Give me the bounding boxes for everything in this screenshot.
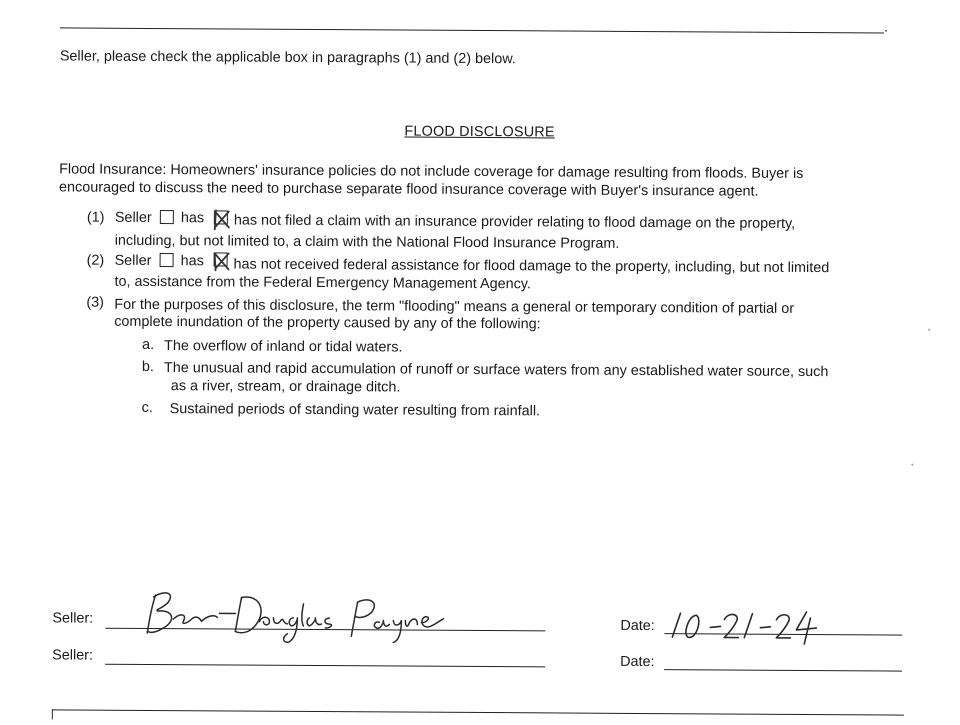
item-2-text-line-2: to, assistance from the Federal Emergency Management Agency. xyxy=(114,273,531,293)
flood-insurance-intro-line-2: encouraged to discuss the need to purchase separate flood insurance coverage with Buyer's insurance agent. xyxy=(58,179,759,200)
bottom-border-left-edge xyxy=(52,709,53,719)
x-mark-icon xyxy=(213,251,231,273)
seller-2-label: Seller: xyxy=(52,647,94,664)
subitem-b-text-line-2: as a river, stream, or drainage ditch. xyxy=(170,378,401,396)
item-1-text-line-2: including, but not limited to, a claim with the National Flood Insurance Program. xyxy=(114,232,620,252)
item-1-has-label: has xyxy=(180,210,205,227)
flood-insurance-intro-line-1: Flood Insurance: Homeowners' insurance policies do not include coverage for damage resulting from floods. Buyer is xyxy=(59,161,804,182)
subitem-c-text: Sustained periods of standing water resulting from rainfall. xyxy=(169,401,541,420)
item-1-has-not-checkbox-checked[interactable] xyxy=(214,210,228,224)
item-2-number: (2) xyxy=(86,252,105,269)
x-mark-icon xyxy=(213,209,231,231)
seller-instruction: Seller, please check the applicable box in paragraphs (1) and (2) below. xyxy=(59,48,516,68)
item-3-text-line-1: For the purposes of this disclosure, the term "flooding" means a general or temporary condition of partial or xyxy=(114,296,795,317)
subitem-b-letter: b. xyxy=(141,358,155,376)
flood-disclosure-heading: FLOOD DISCLOSURE xyxy=(404,123,555,141)
bottom-border-line xyxy=(52,709,904,715)
top-rule-line xyxy=(60,27,884,33)
item-1-number: (1) xyxy=(86,209,105,226)
scan-speck xyxy=(911,464,913,466)
seller-1-handwritten-signature xyxy=(143,583,463,645)
item-2-text-line-1: has not received federal assistance for flood damage to the property, including, but not limited xyxy=(233,256,830,277)
seller-1-label: Seller: xyxy=(52,610,94,627)
subitem-a-text: The overflow of inland or tidal waters. xyxy=(164,338,403,356)
item-1-text-line-1: has not filed a claim with an insurance provider relating to flood damage on the property, xyxy=(233,212,796,232)
item-1-has-checkbox[interactable] xyxy=(160,210,174,224)
top-rule-period: . xyxy=(883,19,889,36)
item-2-has-not-checkbox-checked[interactable] xyxy=(214,252,228,266)
item-2-has-checkbox[interactable] xyxy=(160,253,174,267)
item-2-seller-label: Seller xyxy=(114,252,152,269)
date-2-label: Date: xyxy=(620,653,655,671)
item-2-has-label: has xyxy=(180,253,204,270)
scan-speck xyxy=(928,329,930,331)
date-2-line[interactable] xyxy=(664,669,902,671)
subitem-b-text-line-1: The unusual and rapid accumulation of runoff or surface waters from any established water source, such xyxy=(163,360,829,381)
item-3-text-line-2: complete inundation of the property caused by any of the following: xyxy=(114,313,541,333)
seller-2-signature-line[interactable] xyxy=(105,664,545,668)
item-1-seller-label: Seller xyxy=(114,209,152,226)
subitem-a-letter: a. xyxy=(142,336,155,354)
item-3-number: (3) xyxy=(86,294,104,311)
date-1-label: Date: xyxy=(620,617,655,635)
date-1-handwritten-value xyxy=(666,607,826,648)
subitem-c-letter: c. xyxy=(141,399,153,417)
